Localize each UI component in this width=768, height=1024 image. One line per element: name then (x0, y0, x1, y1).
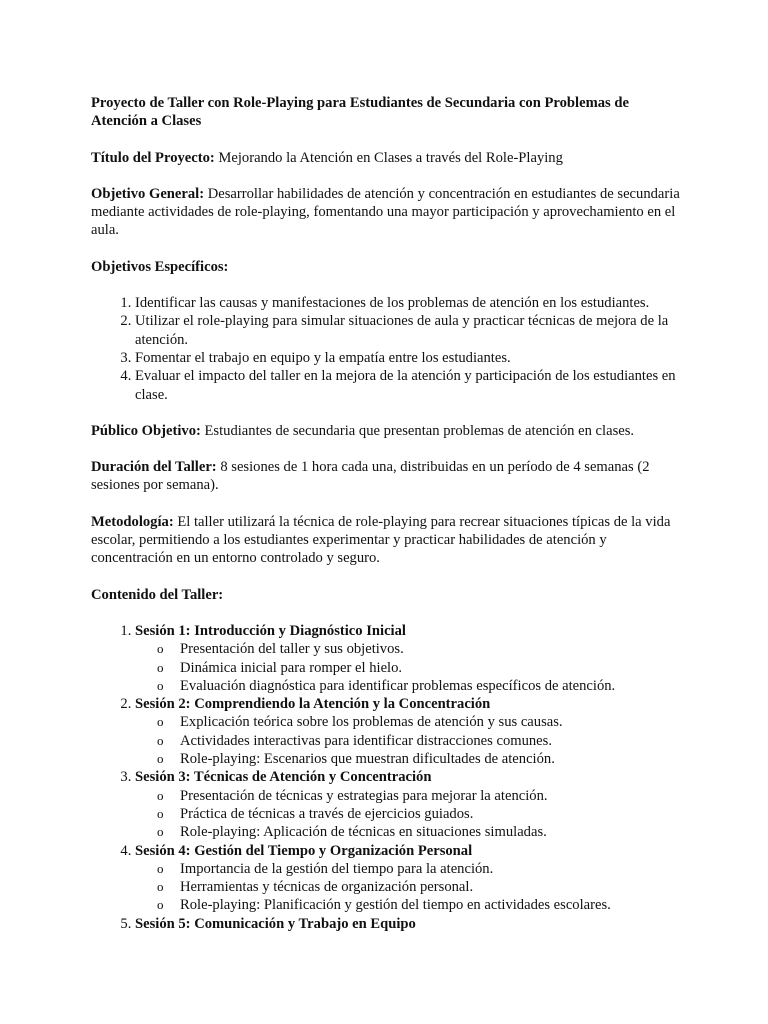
list-item: o Presentación de técnicas y estrategias para mejorar la atención. (180, 787, 681, 805)
list-item: o Role-playing: Escenarios que muestran dificultades de atención. (180, 750, 681, 768)
general-objective-value: Desarrollar habilidades de atención y concentración en estudiantes de secundaria mediante actividades de role-playing, fomentando una mayor participación y aprovechamiento en el aula. (91, 185, 680, 239)
general-objective-label: Objetivo General: (91, 185, 205, 202)
list-item: o Herramientas y técnicas de organización personal. (180, 878, 681, 896)
list-item: o Presentación del taller y sus objetivos. (180, 640, 681, 658)
list-item: 2. Utilizar el role-playing para simular situaciones de aula y practicar técnicas de mejora de la atención. (135, 312, 681, 349)
list-item: o Role-playing: Aplicación de técnicas en situaciones simuladas. (180, 823, 681, 841)
content-label: Contenido del Taller: (91, 586, 224, 603)
session-item (135, 915, 681, 933)
duration-value: 8 sesiones de 1 hora cada una, distribuidas en un período de 4 semanas (2 sesiones por semana). (91, 459, 650, 494)
session-item (135, 768, 681, 841)
list-item: 3. Fomentar el trabajo en equipo y la empatía entre los estudiantes. (135, 349, 681, 367)
session-sublist (135, 860, 681, 915)
list-item: o Explicación teórica sobre los problemas de atención y sus causas. (180, 713, 681, 731)
session-title: Sesión 4: Gestión del Tiempo y Organización Personal (135, 842, 473, 859)
methodology-paragraph (91, 513, 681, 568)
session-title: Sesión 1: Introducción y Diagnóstico Inicial (135, 622, 406, 639)
audience-label: Público Objetivo: (91, 422, 201, 439)
audience-paragraph (91, 422, 681, 440)
project-title-paragraph (91, 149, 681, 167)
session-sublist (135, 713, 681, 768)
specific-objectives-heading (91, 258, 681, 276)
list-item: o Actividades interactivas para identificar distracciones comunes. (180, 732, 681, 750)
list-item: o Dinámica inicial para romper el hielo. (180, 659, 681, 677)
sessions-list (91, 622, 681, 933)
session-item (135, 842, 681, 915)
duration-paragraph (91, 458, 681, 495)
list-item: o Evaluación diagnóstica para identificar problemas específicos de atención. (180, 677, 681, 695)
list-item: o Importancia de la gestión del tiempo para la atención. (180, 860, 681, 878)
specific-objectives-list (91, 294, 681, 404)
list-item: 1. Identificar las causas y manifestaciones de los problemas de atención en los estudiantes. (135, 294, 681, 312)
list-item: o Práctica de técnicas a través de ejercicios guiados. (180, 805, 681, 823)
session-title: Sesión 2: Comprendiendo la Atención y la Concentración (135, 696, 491, 713)
session-title: Sesión 5: Comunicación y Trabajo en Equipo (135, 915, 416, 932)
list-item: o Role-playing: Planificación y gestión del tiempo en actividades escolares. (180, 896, 681, 914)
methodology-value: El taller utilizará la técnica de role-playing para recrear situaciones típicas de la vida escolar, permitiendo a los estudiantes experimentar y practicar habilidades de atención y concentración en un entorno controlado y seguro. (91, 513, 671, 567)
session-item (135, 695, 681, 768)
session-sublist (135, 787, 681, 842)
session-item (135, 622, 681, 695)
duration-label: Duración del Taller: (91, 459, 217, 476)
audience-value: Estudiantes de secundaria que presentan problemas de atención en clases. (200, 422, 635, 439)
session-title: Sesión 3: Técnicas de Atención y Concentración (135, 769, 432, 786)
document-title: Proyecto de Taller con Role-Playing para Estudiantes de Secundaria con Problemas de Atención a Clases (91, 95, 629, 130)
project-title-value: Mejorando la Atención en Clases a través del Role-Playing (214, 149, 563, 166)
content-heading (91, 586, 681, 604)
list-item: 4. Evaluar el impacto del taller en la mejora de la atención y participación de los estudiantes en clase. (135, 367, 681, 404)
document-page (91, 94, 681, 951)
session-sublist (135, 640, 681, 695)
specific-objectives-label: Objetivos Específicos: (91, 258, 229, 275)
general-objective-paragraph (91, 185, 681, 240)
methodology-label: Metodología: (91, 513, 174, 530)
project-title-label: Título del Proyecto: (91, 149, 215, 166)
